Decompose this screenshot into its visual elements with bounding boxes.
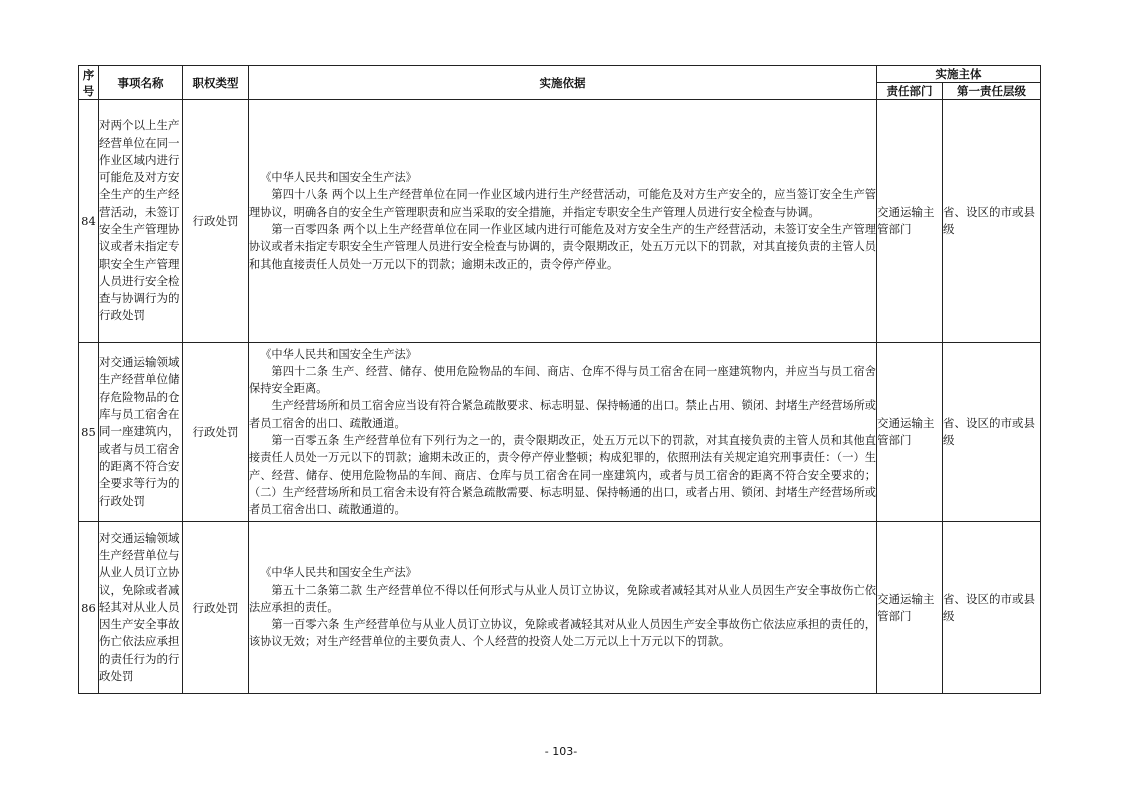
responsible-dept: 交通运输主管部门 <box>877 343 943 522</box>
header-subject: 实施主体 <box>877 66 1041 83</box>
header-seq: 序号 <box>79 66 99 100</box>
row-number: 85 <box>79 343 99 522</box>
table-row <box>79 343 1041 522</box>
row-number: 84 <box>79 100 99 343</box>
header-level: 第一责任层级 <box>943 83 1041 100</box>
law-title: 《中华人民共和国安全生产法》 <box>260 347 417 361</box>
basis-paragraph: 第一百零五条 生产经营单位有下列行为之一的，责令限期改正，处五万元以下的罚款，对其直接负责的主管人员和其他直接责任人员处一万元以下的罚款；逾期未改正的，责令停产停业整顿；构成犯罪的，依照刑法有关规定追究刑事责任：（一）生产、经营、储存、使用危险物品的车间、商店、仓库与员工宿舍在同一座建筑内，或者与员工宿舍的距离不符合安全要求的；（二）生产经营场所和员工宿舍未设有符合紧急疏散需要、标志明显、保持畅通的出口，或者占用、锁闭、封堵生产经营场所或者员工宿舍出口、疏散通道的。 <box>249 434 876 517</box>
table-row <box>79 522 1041 694</box>
header-basis: 实施依据 <box>249 66 877 100</box>
item-name: 对两个以上生产经营单位在同一作业区域内进行可能危及对方安全生产的生产经营活动，未签订安全生产管理协议或者未指定专职安全生产管理人员进行安全检查与协调行为的行政处罚 <box>99 100 183 343</box>
responsible-level: 省、设区的市或县级 <box>943 100 1041 343</box>
basis-paragraph: 第四十八条 两个以上生产经营单位在同一作业区域内进行生产经营活动，可能危及对方生产安全的，应当签订安全生产管理协议，明确各自的安全生产管理职责和应当采取的安全措施，并指定专职安全生产管理人员进行安全检查与协调。 <box>249 188 876 219</box>
row-number: 86 <box>79 522 99 694</box>
law-title: 《中华人民共和国安全生产法》 <box>260 171 417 185</box>
authority-type: 行政处罚 <box>183 522 249 694</box>
page-number: - 103- <box>544 745 578 758</box>
item-name: 对交通运输领域生产经营单位与从业人员订立协议，免除或者减轻其对从业人员因生产安全事故伤亡依法应承担的责任行为的行政处罚 <box>99 522 183 694</box>
basis-paragraph: 第四十二条 生产、经营、储存、使用危险物品的车间、商店、仓库不得与员工宿舍在同一座建筑物内，并应当与员工宿舍保持安全距离。 <box>249 364 876 396</box>
authority-type: 行政处罚 <box>183 343 249 522</box>
header-name: 事项名称 <box>99 66 183 100</box>
responsible-level: 省、设区的市或县级 <box>943 343 1041 522</box>
legal-basis <box>249 100 877 343</box>
authority-table <box>78 65 1041 694</box>
item-name: 对交通运输领域生产经营单位储存危险物品的仓库与员工宿舍在同一座建筑内，或者与员工宿舍的距离不符合安全要求等行为的行政处罚 <box>99 343 183 522</box>
legal-basis <box>249 522 877 694</box>
header-dept: 责任部门 <box>877 83 943 100</box>
header-type: 职权类型 <box>183 66 249 100</box>
responsible-dept: 交通运输主管部门 <box>877 100 943 343</box>
authority-type: 行政处罚 <box>183 100 249 343</box>
basis-paragraph: 第一百零四条 两个以上生产经营单位在同一作业区域内进行可能危及对方安全生产的生产经营活动，未签订安全生产管理协议或者未指定专职安全生产管理人员进行安全检查与协调的，责令限期改正，处五万元以下的罚款，对其直接负责的主管人员和其他直接责任人员处一万元以下的罚款；逾期未改正的，责令停产停业。 <box>249 223 876 271</box>
basis-paragraph: 生产经营场所和员工宿舍应当设有符合紧急疏散要求、标志明显、保持畅通的出口。禁止占用、锁闭、封堵生产经营场所或者员工宿舍的出口、疏散通道。 <box>249 399 876 430</box>
responsible-dept: 交通运输主管部门 <box>877 522 943 694</box>
basis-paragraph: 第五十二条第二款 生产经营单位不得以任何形式与从业人员订立协议，免除或者减轻其对从业人员因生产安全事故伤亡依法应承担的责任。 <box>249 583 876 614</box>
law-title: 《中华人民共和国安全生产法》 <box>260 566 417 580</box>
legal-basis <box>249 343 877 522</box>
basis-paragraph: 第一百零六条 生产经营单位与从业人员订立协议，免除或者减轻其对从业人员因生产安全事故伤亡依法应承担的责任的，该协议无效；对生产经营单位的主要负责人、个人经营的投资人处二万元以上十万元以下的罚款。 <box>249 618 876 649</box>
table-row <box>79 100 1041 343</box>
responsible-level: 省、设区的市或县级 <box>943 522 1041 694</box>
